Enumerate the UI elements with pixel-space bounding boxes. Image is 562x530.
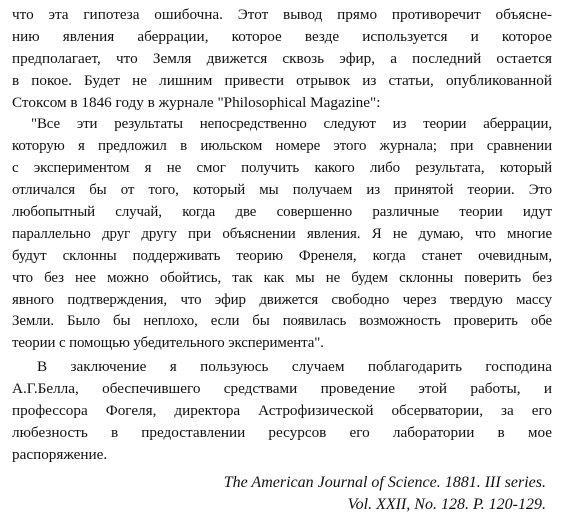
- quote-line: теории с помощью убедительного эксперимента".: [12, 335, 324, 352]
- quote-line: будут склонны поддерживать теорию Френеля, когда станет очевидным,: [12, 247, 552, 264]
- quote-line: что без нее можно обойтись, так как мы не будем склонны поверить без: [12, 269, 552, 286]
- text-line: предполагает, что Земля движется сквозь эфир, а последний остается: [12, 49, 552, 67]
- citation-journal: The American Journal of Science. 1881. III series.: [223, 474, 546, 491]
- quote-line: явного подтверждения, что эфир движется свободно через твердую массу: [12, 291, 552, 308]
- text-line: распоряжение.: [12, 445, 108, 463]
- text-line: любезность в предоставлении ресурсов его лаборатории в мое: [12, 423, 552, 441]
- quote-line: с экспериментом я не смог получить какого либо результата, который: [12, 160, 552, 177]
- text-line: профессора Фогеля, директора Астрофизической обсерватории, за его: [12, 402, 552, 420]
- stokes-quote: [12, 114, 552, 355]
- quote-line: отличался бы от того, который мы получаем из принятой теории. Это: [12, 182, 552, 199]
- citation-volume: Vol. XXII, No. 128. P. 120-129.: [347, 496, 546, 513]
- text-line: В заключение я пользуюсь случаем поблагодарить господина: [37, 358, 552, 376]
- quote-line: которую я предложил в июльском номере этого журнала; при сравнении: [12, 138, 552, 155]
- document-page: [12, 4, 552, 466]
- text-line: Стоксом в 1846 году в журнале "Philosophical Magazine":: [12, 93, 381, 111]
- text-line: А.Г.Белла, обеспечившего средствами проведение этой работы, и: [12, 380, 552, 398]
- text-line: нию явления аберрации, которое везде используется и которое: [12, 27, 552, 45]
- paragraph-acknowledgment: [12, 356, 552, 465]
- quote-line: параллельно друг другу при объяснении явления. Я не думаю, что многие: [12, 225, 552, 242]
- paragraph-intro: [12, 4, 552, 113]
- quote-line: Земли. Было бы неплохо, если бы появилась возможность проверить обе: [12, 313, 552, 330]
- text-line: в покое. Будет не лишним привести отрывок из статьи, опубликованной: [12, 71, 552, 89]
- quote-line: любопытный случай, когда две совершенно различные теории идут: [12, 204, 552, 221]
- quote-line: "Все эти результаты непосредственно следуют из теории аберрации,: [31, 116, 552, 133]
- text-line: что эта гипотеза ошибочна. Этот вывод прямо противоречит объясне-: [12, 6, 552, 23]
